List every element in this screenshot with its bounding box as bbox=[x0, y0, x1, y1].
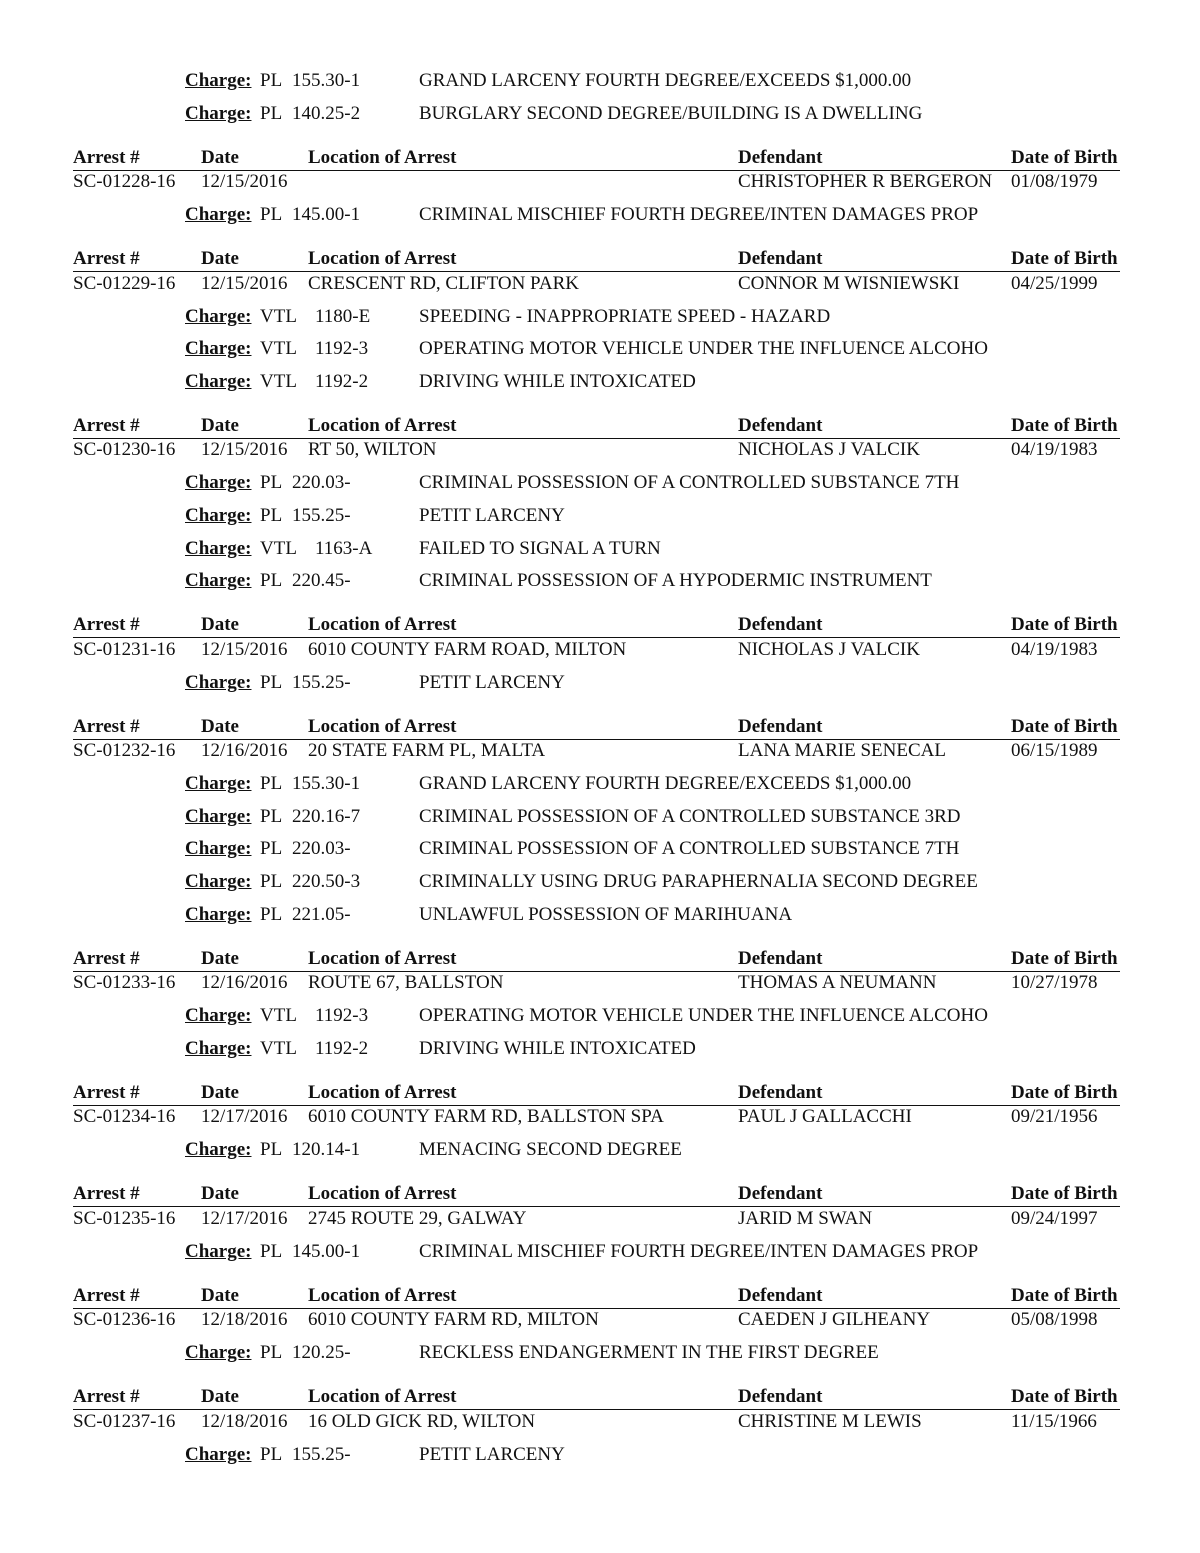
arrest-record-row bbox=[73, 739, 1120, 763]
header-dob: Date of Birth bbox=[1011, 1284, 1118, 1306]
arrest-date: 12/16/2016 bbox=[201, 972, 288, 993]
header-date: Date bbox=[201, 1284, 239, 1306]
charge-law: VTL bbox=[260, 537, 297, 559]
charge-law: PL bbox=[260, 903, 283, 925]
charge-row bbox=[185, 1240, 1085, 1264]
header-defendant: Defendant bbox=[738, 414, 823, 436]
column-header-row bbox=[73, 715, 1120, 740]
charge-label: Charge: bbox=[185, 1443, 252, 1465]
arrest-location: 2745 ROUTE 29, GALWAY bbox=[308, 1207, 527, 1229]
charge-description: CRIMINALLY USING DRUG PARAPHERNALIA SECOND DEGREE bbox=[419, 870, 978, 892]
charge-description: MENACING SECOND DEGREE bbox=[419, 1139, 682, 1161]
arrest-record-row bbox=[73, 438, 1120, 462]
arrest-record-row bbox=[73, 1308, 1120, 1332]
header-defendant: Defendant bbox=[738, 248, 823, 270]
charge-section: 1192-2 bbox=[315, 1037, 369, 1059]
header-location: Location of Arrest bbox=[308, 146, 457, 168]
charge-law: PL bbox=[260, 1240, 283, 1262]
arrest-number: SC-01237-16 bbox=[73, 1410, 176, 1432]
charge-description: RECKLESS ENDANGERMENT IN THE FIRST DEGREE bbox=[419, 1342, 879, 1364]
header-location: Location of Arrest bbox=[308, 414, 457, 436]
header-dob: Date of Birth bbox=[1011, 414, 1118, 436]
charge-label: Charge: bbox=[185, 338, 252, 360]
charge-description: DRIVING WHILE INTOXICATED bbox=[419, 1037, 696, 1059]
arrest-record-row bbox=[73, 170, 1120, 194]
charge-row bbox=[185, 305, 1085, 329]
defendant-name: CAEDEN J GILHEANY bbox=[738, 1309, 931, 1331]
charge-row bbox=[185, 671, 1085, 695]
header-defendant: Defendant bbox=[738, 1284, 823, 1306]
header-date: Date bbox=[201, 947, 239, 969]
arrest-date: 12/17/2016 bbox=[201, 1207, 288, 1229]
header-defendant: Defendant bbox=[738, 1081, 823, 1103]
charge-description: CRIMINAL POSSESSION OF A CONTROLLED SUBSTANCE 7TH bbox=[419, 838, 960, 860]
charge-description: OPERATING MOTOR VEHICLE UNDER THE INFLUENCE ALCOHO bbox=[419, 338, 988, 360]
arrest-date: 12/18/2016 bbox=[201, 1309, 288, 1331]
arrest-date: 12/16/2016 bbox=[201, 740, 288, 762]
header-location: Location of Arrest bbox=[308, 1284, 457, 1306]
charge-description: UNLAWFUL POSSESSION OF MARIHUANA bbox=[419, 903, 793, 925]
charge-section: 140.25-2 bbox=[292, 102, 361, 124]
charge-section: 155.30-1 bbox=[292, 70, 361, 91]
arrest-number: SC-01232-16 bbox=[73, 740, 176, 762]
header-location: Location of Arrest bbox=[308, 1183, 457, 1205]
charge-description: DRIVING WHILE INTOXICATED bbox=[419, 370, 696, 392]
arrest-date: 12/15/2016 bbox=[201, 171, 288, 193]
defendant-name: CHRISTINE M LEWIS bbox=[738, 1410, 922, 1432]
header-dob: Date of Birth bbox=[1011, 146, 1118, 168]
column-header-row bbox=[73, 947, 1120, 972]
column-header-row bbox=[73, 1182, 1120, 1207]
header-dob: Date of Birth bbox=[1011, 715, 1118, 737]
charge-label: Charge: bbox=[185, 370, 252, 392]
charge-section: 220.03- bbox=[292, 838, 351, 860]
header-dob: Date of Birth bbox=[1011, 1386, 1118, 1408]
charge-law: PL bbox=[260, 838, 283, 860]
header-arrest: Arrest # bbox=[73, 614, 140, 636]
header-date: Date bbox=[201, 715, 239, 737]
charge-section: 220.45- bbox=[292, 570, 351, 592]
header-arrest: Arrest # bbox=[73, 1081, 140, 1103]
charge-description: CRIMINAL POSSESSION OF A CONTROLLED SUBSTANCE 3RD bbox=[419, 805, 961, 827]
header-location: Location of Arrest bbox=[308, 614, 457, 636]
arrest-record-row bbox=[73, 1410, 1120, 1434]
header-arrest: Arrest # bbox=[73, 248, 140, 270]
arrest-number: SC-01236-16 bbox=[73, 1309, 176, 1331]
arrest-number: SC-01235-16 bbox=[73, 1207, 176, 1229]
charge-label: Charge: bbox=[185, 671, 252, 693]
charge-section: 120.14-1 bbox=[292, 1139, 361, 1161]
header-date: Date bbox=[201, 1183, 239, 1205]
charge-label: Charge: bbox=[185, 1240, 252, 1262]
charge-section: 220.03- bbox=[292, 472, 351, 494]
charge-row bbox=[185, 772, 1085, 796]
charge-label: Charge: bbox=[185, 305, 252, 327]
date-of-birth: 04/19/1983 bbox=[1011, 439, 1098, 461]
charge-row bbox=[185, 69, 1085, 93]
charge-section: 220.50-3 bbox=[292, 870, 361, 892]
header-dob: Date of Birth bbox=[1011, 947, 1118, 969]
charge-row bbox=[185, 1037, 1085, 1061]
arrest-number: SC-01233-16 bbox=[73, 972, 176, 993]
arrest-date: 12/17/2016 bbox=[201, 1106, 288, 1128]
charge-description: GRAND LARCENY FOURTH DEGREE/EXCEEDS $1,000.00 bbox=[419, 773, 912, 795]
charge-label: Charge: bbox=[185, 472, 252, 494]
charge-law: VTL bbox=[260, 1005, 297, 1026]
charge-law: PL bbox=[260, 504, 283, 526]
charge-law: PL bbox=[260, 773, 283, 795]
header-arrest: Arrest # bbox=[73, 715, 140, 737]
defendant-name: CHRISTOPHER R BERGERON bbox=[738, 171, 993, 193]
charge-label: Charge: bbox=[185, 1037, 252, 1059]
charge-section: 145.00-1 bbox=[292, 204, 361, 226]
header-arrest: Arrest # bbox=[73, 947, 140, 969]
header-date: Date bbox=[201, 146, 239, 168]
arrest-record-row bbox=[73, 971, 1120, 995]
charge-row bbox=[185, 569, 1085, 593]
charge-law: VTL bbox=[260, 370, 297, 392]
charge-law: PL bbox=[260, 570, 283, 592]
charge-row bbox=[185, 1004, 1085, 1028]
header-dob: Date of Birth bbox=[1011, 248, 1118, 270]
column-header-row bbox=[73, 1284, 1120, 1309]
charge-label: Charge: bbox=[185, 70, 252, 91]
arrest-number: SC-01230-16 bbox=[73, 439, 176, 461]
charge-label: Charge: bbox=[185, 504, 252, 526]
charge-row bbox=[185, 504, 1085, 528]
defendant-name: PAUL J GALLACCHI bbox=[738, 1106, 912, 1128]
date-of-birth: 04/25/1999 bbox=[1011, 272, 1098, 294]
charge-row bbox=[185, 337, 1085, 361]
arrest-location: ROUTE 67, BALLSTON bbox=[308, 972, 504, 993]
arrest-record-row bbox=[73, 1105, 1120, 1129]
header-dob: Date of Birth bbox=[1011, 1183, 1118, 1205]
arrest-date: 12/15/2016 bbox=[201, 638, 288, 660]
date-of-birth: 05/08/1998 bbox=[1011, 1309, 1098, 1331]
header-date: Date bbox=[201, 1386, 239, 1408]
header-location: Location of Arrest bbox=[308, 715, 457, 737]
arrest-location: RT 50, WILTON bbox=[308, 439, 437, 461]
header-defendant: Defendant bbox=[738, 715, 823, 737]
arrest-date: 12/15/2016 bbox=[201, 439, 288, 461]
date-of-birth: 09/24/1997 bbox=[1011, 1207, 1098, 1229]
charge-section: 1192-2 bbox=[315, 370, 369, 392]
date-of-birth: 04/19/1983 bbox=[1011, 638, 1098, 660]
charge-law: VTL bbox=[260, 1037, 297, 1059]
charge-row bbox=[185, 537, 1085, 561]
charge-row bbox=[185, 1341, 1085, 1365]
charge-label: Charge: bbox=[185, 838, 252, 860]
charge-section: 1180-E bbox=[315, 305, 371, 327]
header-arrest: Arrest # bbox=[73, 146, 140, 168]
defendant-name: LANA MARIE SENECAL bbox=[738, 740, 946, 762]
charge-section: 155.30-1 bbox=[292, 773, 361, 795]
charge-label: Charge: bbox=[185, 903, 252, 925]
header-arrest: Arrest # bbox=[73, 1284, 140, 1306]
date-of-birth: 01/08/1979 bbox=[1011, 171, 1098, 193]
charge-label: Charge: bbox=[185, 773, 252, 795]
charge-row bbox=[185, 1443, 1085, 1467]
charge-section: 220.16-7 bbox=[292, 805, 361, 827]
charge-row bbox=[185, 870, 1085, 894]
charge-row bbox=[185, 102, 1085, 126]
charge-description: GRAND LARCENY FOURTH DEGREE/EXCEEDS $1,000.00 bbox=[419, 70, 912, 91]
date-of-birth: 11/15/1966 bbox=[1011, 1410, 1097, 1432]
header-defendant: Defendant bbox=[738, 1183, 823, 1205]
charge-law: PL bbox=[260, 805, 283, 827]
charge-row bbox=[185, 805, 1085, 829]
charge-description: FAILED TO SIGNAL A TURN bbox=[419, 537, 661, 559]
charge-law: PL bbox=[260, 1139, 283, 1161]
charge-section: 221.05- bbox=[292, 903, 351, 925]
header-date: Date bbox=[201, 248, 239, 270]
charge-row bbox=[185, 370, 1085, 394]
charge-section: 145.00-1 bbox=[292, 1240, 361, 1262]
charge-description: CRIMINAL POSSESSION OF A HYPODERMIC INSTRUMENT bbox=[419, 570, 932, 592]
charge-label: Charge: bbox=[185, 1005, 252, 1026]
defendant-name: NICHOLAS J VALCIK bbox=[738, 439, 920, 461]
charge-label: Charge: bbox=[185, 204, 252, 226]
header-location: Location of Arrest bbox=[308, 1386, 457, 1408]
charge-law: PL bbox=[260, 1342, 283, 1364]
charge-section: 1192-3 bbox=[315, 338, 369, 360]
column-header-row bbox=[73, 613, 1120, 638]
charge-row bbox=[185, 1138, 1085, 1162]
defendant-name: NICHOLAS J VALCIK bbox=[738, 638, 920, 660]
charge-law: PL bbox=[260, 870, 283, 892]
charge-row bbox=[185, 903, 1085, 927]
arrest-number: SC-01229-16 bbox=[73, 272, 176, 294]
header-location: Location of Arrest bbox=[308, 248, 457, 270]
charge-law: PL bbox=[260, 1443, 283, 1465]
charge-description: PETIT LARCENY bbox=[419, 504, 565, 526]
charge-law: PL bbox=[260, 102, 283, 124]
column-header-row bbox=[73, 1081, 1120, 1106]
charge-label: Charge: bbox=[185, 805, 252, 827]
charge-section: 155.25- bbox=[292, 1443, 351, 1465]
arrest-number: SC-01228-16 bbox=[73, 171, 176, 193]
charge-description: PETIT LARCENY bbox=[419, 1443, 565, 1465]
arrest-date: 12/18/2016 bbox=[201, 1410, 288, 1432]
header-dob: Date of Birth bbox=[1011, 1081, 1118, 1103]
header-defendant: Defendant bbox=[738, 947, 823, 969]
header-date: Date bbox=[201, 614, 239, 636]
arrest-number: SC-01234-16 bbox=[73, 1106, 176, 1128]
arrest-location: 6010 COUNTY FARM RD, MILTON bbox=[308, 1309, 599, 1331]
charge-label: Charge: bbox=[185, 537, 252, 559]
charge-law: VTL bbox=[260, 338, 297, 360]
column-header-row bbox=[73, 146, 1120, 171]
charge-description: CRIMINAL POSSESSION OF A CONTROLLED SUBSTANCE 7TH bbox=[419, 472, 960, 494]
header-defendant: Defendant bbox=[738, 146, 823, 168]
charge-section: 155.25- bbox=[292, 671, 351, 693]
column-header-row bbox=[73, 247, 1120, 272]
charge-law: VTL bbox=[260, 305, 297, 327]
charge-law: PL bbox=[260, 472, 283, 494]
charge-law: PL bbox=[260, 671, 283, 693]
charge-description: OPERATING MOTOR VEHICLE UNDER THE INFLUENCE ALCOHO bbox=[419, 1005, 988, 1026]
charge-description: PETIT LARCENY bbox=[419, 671, 565, 693]
charge-description: CRIMINAL MISCHIEF FOURTH DEGREE/INTEN DAMAGES PROP bbox=[419, 1240, 979, 1262]
charge-label: Charge: bbox=[185, 1139, 252, 1161]
arrest-record-row bbox=[73, 1207, 1120, 1231]
charge-section: 120.25- bbox=[292, 1342, 351, 1364]
header-date: Date bbox=[201, 414, 239, 436]
charge-law: PL bbox=[260, 204, 283, 226]
arrest-record-row bbox=[73, 638, 1120, 662]
header-defendant: Defendant bbox=[738, 614, 823, 636]
arrest-location: 6010 COUNTY FARM RD, BALLSTON SPA bbox=[308, 1106, 664, 1128]
header-location: Location of Arrest bbox=[308, 1081, 457, 1103]
header-date: Date bbox=[201, 1081, 239, 1103]
date-of-birth: 06/15/1989 bbox=[1011, 740, 1098, 762]
charge-section: 155.25- bbox=[292, 504, 351, 526]
header-defendant: Defendant bbox=[738, 1386, 823, 1408]
arrest-date: 12/15/2016 bbox=[201, 272, 288, 294]
charge-label: Charge: bbox=[185, 870, 252, 892]
arrest-location: 16 OLD GICK RD, WILTON bbox=[308, 1410, 536, 1432]
charge-label: Charge: bbox=[185, 570, 252, 592]
header-location: Location of Arrest bbox=[308, 947, 457, 969]
column-header-row bbox=[73, 414, 1120, 439]
date-of-birth: 10/27/1978 bbox=[1011, 972, 1098, 993]
charge-description: SPEEDING - INAPPROPRIATE SPEED - HAZARD bbox=[419, 305, 831, 327]
header-arrest: Arrest # bbox=[73, 1386, 140, 1408]
header-arrest: Arrest # bbox=[73, 414, 140, 436]
charge-description: BURGLARY SECOND DEGREE/BUILDING IS A DWELLING bbox=[419, 102, 923, 124]
arrest-location: 20 STATE FARM PL, MALTA bbox=[308, 740, 546, 762]
arrest-location: 6010 COUNTY FARM ROAD, MILTON bbox=[308, 638, 627, 660]
arrest-location: CRESCENT RD, CLIFTON PARK bbox=[308, 272, 579, 294]
header-arrest: Arrest # bbox=[73, 1183, 140, 1205]
column-header-row bbox=[73, 1385, 1120, 1410]
charge-label: Charge: bbox=[185, 1342, 252, 1364]
header-dob: Date of Birth bbox=[1011, 614, 1118, 636]
defendant-name: CONNOR M WISNIEWSKI bbox=[738, 272, 960, 294]
defendant-name: JARID M SWAN bbox=[738, 1207, 873, 1229]
defendant-name: THOMAS A NEUMANN bbox=[738, 972, 937, 993]
charge-label: Charge: bbox=[185, 102, 252, 124]
date-of-birth: 09/21/1956 bbox=[1011, 1106, 1098, 1128]
charge-section: 1192-3 bbox=[315, 1005, 369, 1026]
charge-row bbox=[185, 203, 1085, 227]
charge-law: PL bbox=[260, 70, 283, 91]
charge-section: 1163-A bbox=[315, 537, 373, 559]
charge-description: CRIMINAL MISCHIEF FOURTH DEGREE/INTEN DAMAGES PROP bbox=[419, 204, 979, 226]
charge-row bbox=[185, 837, 1085, 861]
arrest-number: SC-01231-16 bbox=[73, 638, 176, 660]
arrest-record-row bbox=[73, 272, 1120, 296]
charge-row bbox=[185, 471, 1085, 495]
